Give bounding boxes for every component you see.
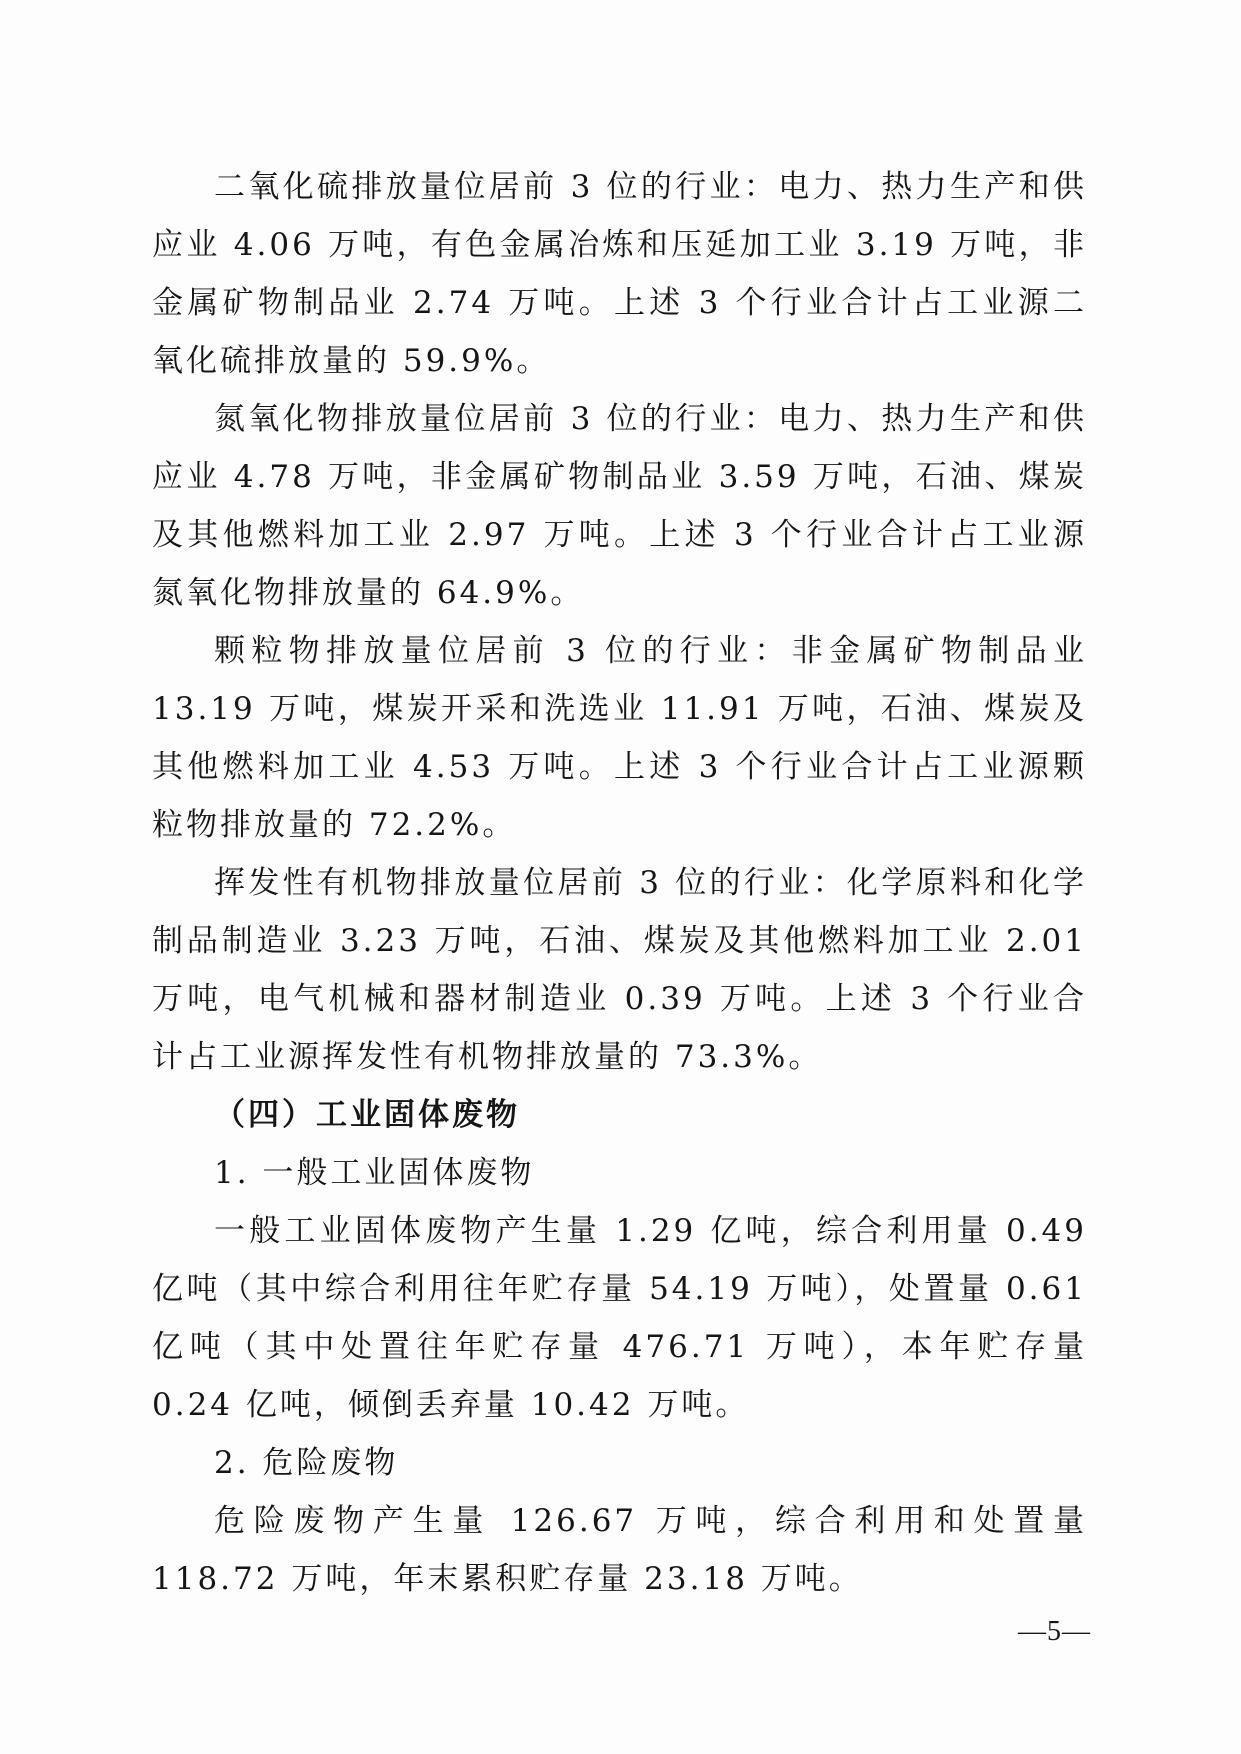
subsection-1-text: 一般工业固体废物产生量 1.29 亿吨，综合利用量 0.49 亿吨（其中综合利用往年贮存量 54.19 万吨），处置量 0.61 亿吨（其中处置往年贮存量 476.71 万吨），本年贮存量 0.24 亿吨，倾倒丢弃量 10.42 万吨。	[152, 1213, 1087, 1423]
document-body	[152, 158, 1087, 1608]
subsection-1-title: 1. 一般工业固体废物	[214, 1155, 535, 1191]
section-heading: （四）工业固体废物	[214, 1097, 520, 1133]
paragraph-particulate: 颗粒物排放量位居前 3 位的行业：非金属矿物制品业 13.19 万吨，煤炭开采和洗选业 11.91 万吨，石油、煤炭及其他燃料加工业 4.53 万吨。上述 3 个行业合计占工业源颗粒物排放量的 72.2%。	[152, 633, 1087, 843]
page-number: —5—	[1018, 1616, 1091, 1647]
subsection-2-text: 危险废物产生量 126.67 万吨，综合利用和处置量 118.72 万吨，年末累积贮存量 23.18 万吨。	[152, 1503, 1087, 1597]
subsection-2-title: 2. 危险废物	[214, 1445, 399, 1481]
paragraph-nox: 氮氧化物排放量位居前 3 位的行业：电力、热力生产和供应业 4.78 万吨，非金属矿物制品业 3.59 万吨，石油、煤炭及其他燃料加工业 2.97 万吨。上述 3 个行业合计占工业源氮氧化物排放量的 64.9%。	[152, 401, 1087, 611]
paragraph-so2: 二氧化硫排放量位居前 3 位的行业：电力、热力生产和供应业 4.06 万吨，有色金属冶炼和压延加工业 3.19 万吨，非金属矿物制品业 2.74 万吨。上述 3 个行业合计占工业源二氧化硫排放量的 59.9%。	[152, 169, 1087, 379]
paragraph-voc: 挥发性有机物排放量位居前 3 位的行业：化学原料和化学制品制造业 3.23 万吨，石油、煤炭及其他燃料加工业 2.01 万吨，电气机械和器材制造业 0.39 万吨。上述 3 个行业合计占工业源挥发性有机物排放量的 73.3%。	[152, 865, 1087, 1075]
